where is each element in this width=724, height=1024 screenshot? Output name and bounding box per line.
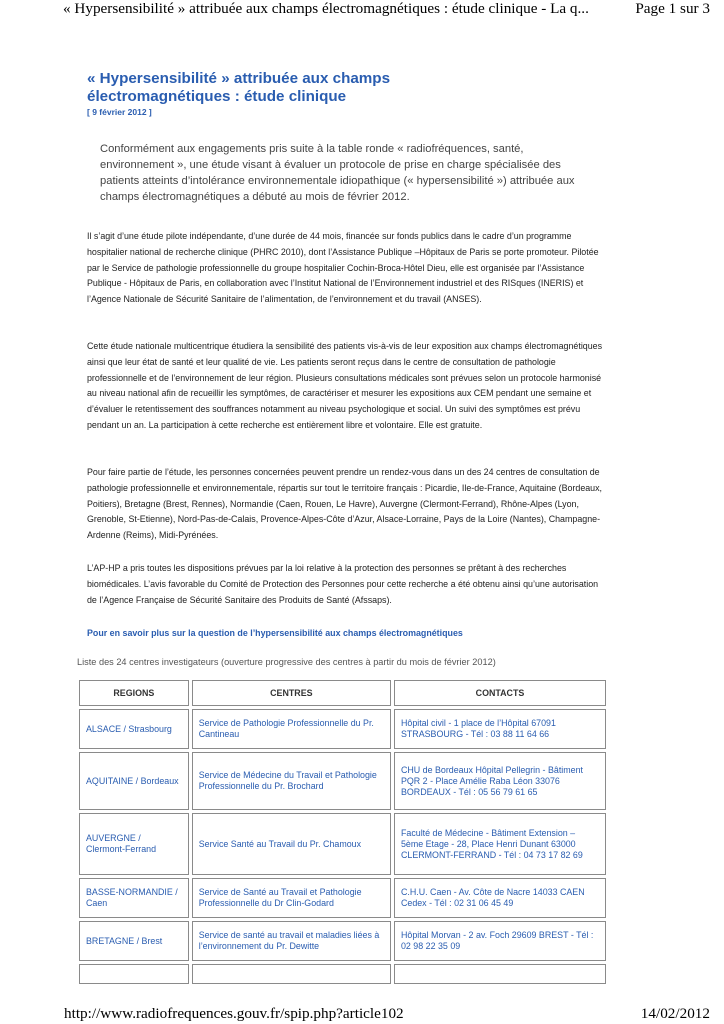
region-cell[interactable]: BASSE-NORMANDIE / Caen <box>79 878 189 918</box>
centre-cell <box>192 964 391 984</box>
contact-cell <box>394 964 606 984</box>
intro-text: Conformément aux engagements pris suite à la table ronde « radiofréquences, santé, environnement », une étude visant à évaluer un protocole de prise en charge spécialisée des patients atteints d’intolérance environnementale idiopathique (« hypersensibilité ») attribuée aux champs électromagnétiques a débuté au mois de février 2012. <box>100 143 575 203</box>
contact-cell[interactable]: Hôpital civil - 1 place de l’Hôpital 67091 STRASBOURG - Tél : 03 88 11 64 66 <box>394 709 606 749</box>
centre-cell[interactable]: Service de Médecine du Travail et Pathologie Professionnelle du Pr. Brochard <box>192 752 391 810</box>
paragraph-4 <box>87 561 607 608</box>
print-header-page-number: Page 1 sur 3 <box>635 0 710 17</box>
header-centres: CENTRES <box>192 680 391 706</box>
paragraph-2-text: Cette étude nationale multicentrique étudiera la sensibilité des patients vis-à-vis de leur exposition aux champs électromagnétiques ainsi que leur état de santé et leur qualité de vie. Les patients seront reçus dans le centre de consultation de pathologie professionnelle et de l’environnement de leur région. Plusieurs consultations médicales sont prévues selon un protocole harmonisé au niveau national afin de recueillir les symptômes, de caractériser et mesurer les expositions aux CEM pendant une semaine et d’évaluer le retentissement des souffrances notamment au niveau psychologique et social. Un suivi des symptômes est prévu pendant un an. La participation à cette recherche est entièrement libre et volontaire. Elle est gratuite. <box>87 341 603 430</box>
region-cell <box>79 964 189 984</box>
table-row <box>79 813 606 875</box>
print-footer-date: 14/02/2012 <box>640 1005 710 1022</box>
article-title: « Hypersensibilité » attribuée aux champs électromagnétiques : étude clinique <box>87 70 391 105</box>
contact-cell[interactable]: C.H.U. Caen - Av. Côte de Nacre 14033 CAEN Cedex - Tél : 02 31 06 45 49 <box>394 878 606 918</box>
paragraph-4-text: L’AP-HP a pris toutes les dispositions prévues par la loi relative à la protection des personnes se prêtant à des recherches biomédicales. L’avis favorable du Comité de Protection des Personnes pour cette recherche a été obtenu ainsi qu’une autorisation de l’Agence Française de Sécurité Sanitaire des Produits de Santé (Afssaps). <box>87 563 599 605</box>
paragraph-1-text: Il s’agit d’une étude pilote indépendante, d’une durée de 44 mois, financée sur fonds publics dans le cadre d’un programme hospitalier national de recherche clinique (PHRC 2010), dont l’Assistance Publique –Hôpitaux de Paris se porte promoteur. Pilotée par le Service de pathologie professionnelle du groupe hospitalier Cochin-Broca-Hôtel Dieu, elle est organisée par l’Assistance Publique - Hôpitaux de Paris, en collaboration avec l’Institut National de l’Environnement industriel et des RISques (INERIS) et l’Agence Nationale de Sécurité Sanitaire de l’alimentation, de l’environnement et du travail (ANSES). <box>87 231 599 305</box>
table-header-row <box>79 680 606 706</box>
table-caption: Liste des 24 centres investigateurs (ouverture progressive des centres à partir du mois de février 2012) <box>77 657 496 667</box>
print-footer-url: http://www.radiofrequences.gouv.fr/spip.php?article102 <box>64 1005 404 1022</box>
region-cell[interactable]: BRETAGNE / Brest <box>79 921 189 961</box>
paragraph-2 <box>87 339 607 434</box>
header-contacts: CONTACTS <box>394 680 606 706</box>
print-header-title: « Hypersensibilité » attribuée aux champs électromagnétiques : étude clinique - La q... <box>63 0 589 17</box>
paragraph-1 <box>87 229 607 308</box>
paragraph-3 <box>87 465 607 544</box>
table-row <box>79 752 606 810</box>
region-cell[interactable]: AQUITAINE / Bordeaux <box>79 752 189 810</box>
centre-cell[interactable]: Service de Pathologie Professionnelle du Pr. Cantineau <box>192 709 391 749</box>
centre-cell[interactable]: Service de santé au travail et maladies liées à l’environnement du Pr. Dewitte <box>192 921 391 961</box>
table-row <box>79 921 606 961</box>
table-row <box>79 709 606 749</box>
region-cell[interactable]: AUVERGNE / Clermont-Ferrand <box>79 813 189 875</box>
centres-table <box>76 677 609 987</box>
contact-cell[interactable]: Faculté de Médecine - Bâtiment Extension – 5ème Etage - 28, Place Henri Dunant 63000 CLERMONT-FERRAND - Tél : 04 73 17 82 69 <box>394 813 606 875</box>
more-info-link[interactable]: Pour en savoir plus sur la question de l’hypersensibilité aux champs électromagnétiques <box>87 628 463 638</box>
centre-cell[interactable]: Service de Santé au Travail et Pathologie Professionnelle du Dr Clin-Godard <box>192 878 391 918</box>
article-intro <box>100 141 585 205</box>
contact-cell[interactable]: Hôpital Morvan - 2 av. Foch 29609 BREST - Tél : 02 98 22 35 09 <box>394 921 606 961</box>
contact-cell[interactable]: CHU de Bordeaux Hôpital Pellegrin - Bâtiment PQR 2 - Place Amélie Raba Léon 33076 BORDEAUX - Tél : 05 56 79 61 65 <box>394 752 606 810</box>
centre-cell[interactable]: Service Santé au Travail du Pr. Chamoux <box>192 813 391 875</box>
paragraph-3-text: Pour faire partie de l’étude, les personnes concernées peuvent prendre un rendez-vous dans un des 24 centres de consultation de pathologie professionnelle et environnementale, répartis sur tout le territoire français : Picardie, Ile-de-France, Aquitaine (Bordeaux, Poitiers), Bretagne (Brest, Rennes), Normandie (Caen, Rouen, Le Havre), Auvergne (Clermont-Ferrand), Rhône-Alpes (Lyon, Grenoble, St-Etienne), Nord-Pas-de-Calais, Provence-Alpes-Côte d’Azur, Alsace-Lorraine, Pays de la Loire (Nantes), Champagne-Ardenne (Reims), Midi-Pyrénées. <box>87 467 603 541</box>
header-regions: REGIONS <box>79 680 189 706</box>
region-cell[interactable]: ALSACE / Strasbourg <box>79 709 189 749</box>
table-row <box>79 878 606 918</box>
table-row-partial <box>79 964 606 984</box>
print-header <box>22 0 710 22</box>
article-date: [ 9 février 2012 ] <box>87 107 152 117</box>
